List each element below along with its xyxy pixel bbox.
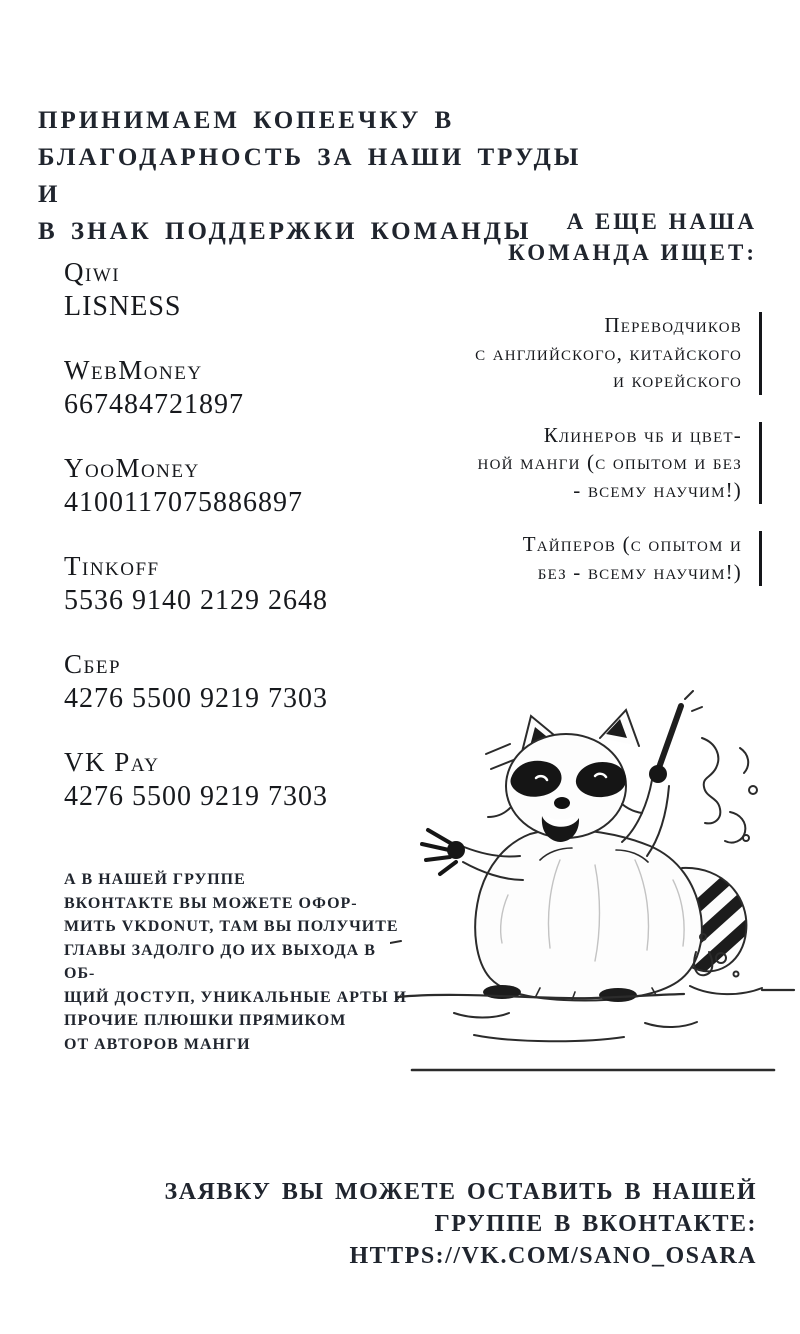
recruitment-item-line: с английского, китайского <box>475 340 742 365</box>
donation-value: 4100117075886897 <box>64 487 303 518</box>
donation-label: Qiwi <box>64 257 121 287</box>
footer-note <box>37 1176 757 1272</box>
vk-donut-note-line: ВКОНТАКТЕ ВЫ МОЖЕТЕ ОФОР- <box>64 894 358 912</box>
donations-list <box>64 254 404 842</box>
recruitment-item-line: ной манги (с опытом и без <box>477 450 742 474</box>
recruitment-item-line: - всему научим!) <box>573 477 742 502</box>
raccoon-illustration-svg <box>390 690 800 1100</box>
raccoon-illustration <box>390 690 800 1100</box>
recruitment-heading-line-2: КОМАНДА ИЩЕТ: <box>508 240 757 265</box>
donation-label: WebMoney <box>64 355 203 385</box>
donation-label: YooMoney <box>64 453 200 483</box>
recruitment-item-translators <box>402 312 762 395</box>
donation-item-yoomoney <box>64 450 404 519</box>
vk-donut-note-line: ОТ АВТОРОВ МАНГИ <box>64 1035 251 1053</box>
page-title-line-1: ПРИНИМАЕМ КОПЕЕЧКУ В <box>38 107 455 134</box>
raccoon-paw <box>649 765 667 783</box>
vk-donut-note-line: МИТЬ VKDONUT, ТАМ ВЫ ПОЛУЧИТЕ <box>64 918 399 935</box>
recruitment-item-typesetters <box>402 531 762 586</box>
vk-donut-note-line: ЩИЙ ДОСТУП, УНИКАЛЬНЫЕ АРТЫ И <box>64 988 407 1006</box>
donation-label: Сбер <box>64 649 122 679</box>
vk-donut-note-line: ГЛАВЫ ЗАДОЛГО ДО ИХ ВЫХОДА В ОБ- <box>64 941 376 982</box>
donation-item-tinkoff <box>64 548 404 617</box>
donation-item-qiwi <box>64 254 404 323</box>
recruitment-item-cleaners <box>402 422 762 505</box>
page-title-line-2: БЛАГОДАРНОСТЬ ЗА НАШИ ТРУДЫ И <box>38 144 582 208</box>
recruitment-item-line: Переводчиков <box>604 313 742 337</box>
recruitment-heading <box>437 206 757 268</box>
footer-line-1: ЗАЯВКУ ВЫ МОЖЕТЕ ОСТАВИТЬ В НАШЕЙ <box>164 1179 757 1205</box>
recruitment-list <box>402 312 762 613</box>
donation-value: 5536 9140 2129 2648 <box>64 585 328 616</box>
donation-value: LISNESS <box>64 291 182 322</box>
donation-item-webmoney <box>64 352 404 421</box>
footer-line-2-with-vk-url: ГРУППЕ В ВКОНТАКТЕ: HTTPS://VK.COM/SANO_OSARA <box>349 1211 757 1269</box>
vk-donut-note-line: А В НАШЕЙ ГРУППЕ <box>64 871 246 888</box>
raccoon-nose <box>554 797 570 809</box>
recruitment-heading-line-1: А ЕЩЕ НАША <box>566 209 757 234</box>
recruitment-item-line: и корейского <box>613 368 742 392</box>
donation-value: 667484721897 <box>64 389 244 420</box>
donation-value: 4276 5500 9219 7303 <box>64 683 328 714</box>
splash-marks <box>685 691 757 843</box>
page-title-line-3: В ЗНАК ПОДДЕРЖКИ КОМАНДЫ <box>38 218 532 245</box>
vk-donut-note-line: ПРОЧИЕ ПЛЮШКИ ПРЯМИКОМ <box>64 1012 347 1029</box>
donation-item-sber <box>64 646 404 715</box>
recruitment-item-line: Тайперов (с опытом и <box>522 532 742 556</box>
donation-label: Tinkoff <box>64 551 160 581</box>
donation-label: VK Pay <box>64 747 160 777</box>
recruitment-item-line: без - всему научим!) <box>537 559 742 584</box>
donation-item-vkpay <box>64 744 404 813</box>
donation-value: 4276 5500 9219 7303 <box>64 781 328 812</box>
recruitment-item-line: Клинеров чб и цвет- <box>543 422 742 447</box>
raccoon-head <box>488 710 642 842</box>
vk-donut-note <box>64 868 409 1056</box>
raccoon-body <box>475 830 702 1001</box>
